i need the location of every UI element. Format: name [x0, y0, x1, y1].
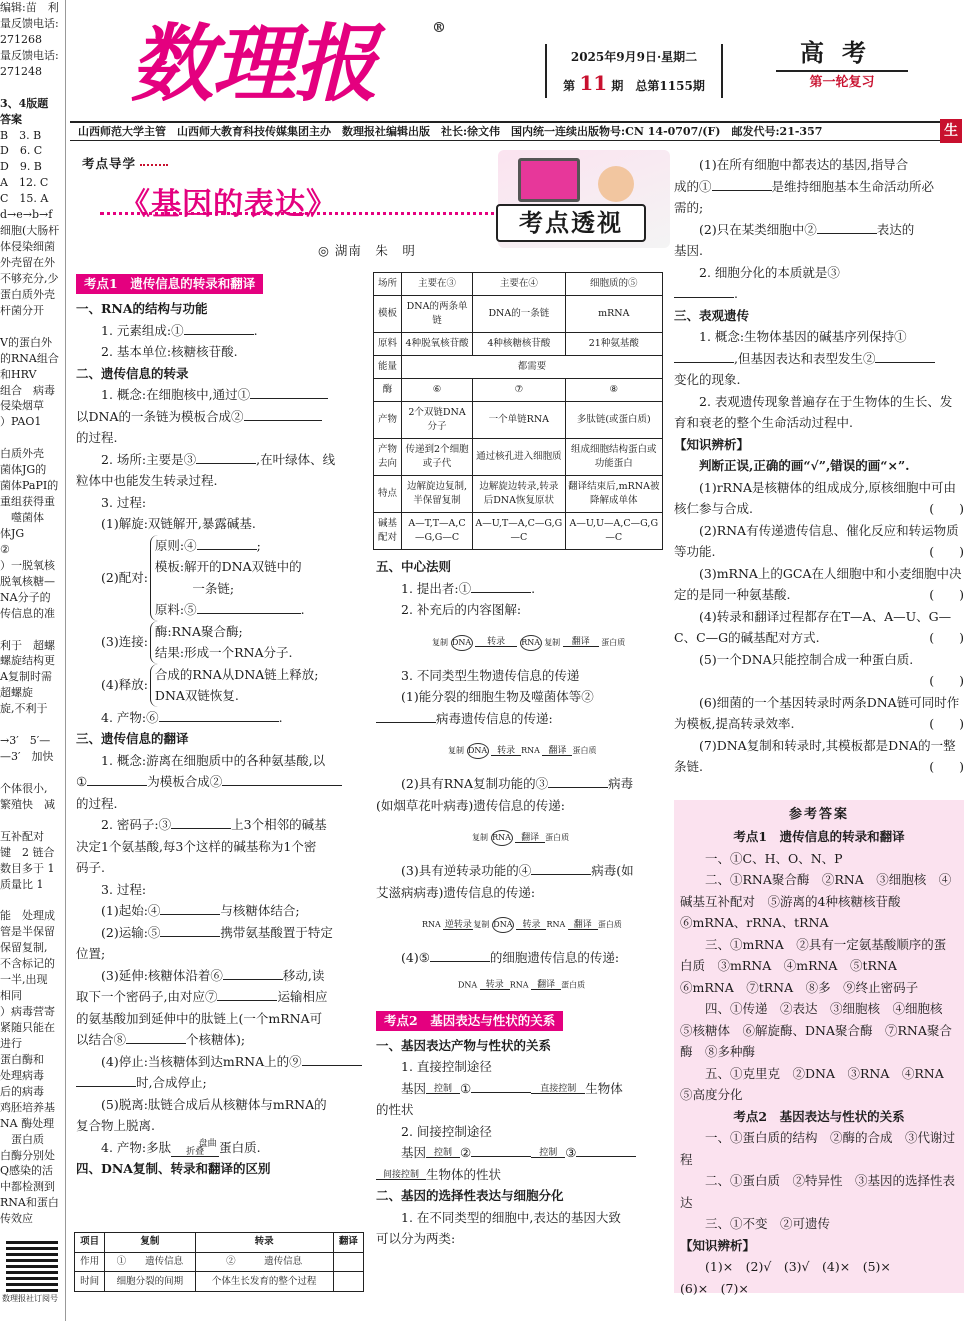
column-header: 复制 [105, 1233, 195, 1253]
flow-diagram-1: 复制 DNA 转录 RNA 翻译 蛋白质 [376, 729, 664, 773]
answer-box: 参考答案 考点1 遗传信息的转录和翻译 一、①C、H、O、N、P 二、①RNA聚合酶 ②RNA ③细胞核 ④碱基互补配对 ⑤游离的4种核糖核苷酸 ⑥mRNA、rRNA、tRNA 三、①mRNA ②具有一定氨基酸顺序的蛋白质 ③mRNA ④mRNA ⑤tRNA ⑥mRNA ⑦tRNA ⑧多 ⑨终止密码子 四、①传递 ②表达 ③细胞核 ④细胞核 ⑤核糖体 ⑥解旋酶、DNA聚合酶 ⑦RNA聚合酶 ⑧多种酶 五、①克里克 ②DNA ③RNA ④RNA ⑤高度分化 考点2 基因表达与性状的关系 一、①蛋白质的结构 ②酶的合成 ③代谢过程 二、①蛋白质 ②特异性 ③基因的选择性表达 三、①不变 ②可遗传 【知识辨析】 (1)× (2)√ (3)√ (4)× (5)× (6)× (7)× [674, 800, 964, 1293]
table-cell: 个体生长发育的整个过程 [195, 1272, 333, 1292]
table-row [374, 439, 663, 476]
strip-line: 和HRV [0, 367, 37, 381]
table-cell: 4种核糖核苷酸 [473, 333, 565, 356]
table-row [374, 356, 663, 379]
flow-diagram-3: RNA 逆转录 复制 DNA 转录 RNA 翻译 蛋白质 [376, 903, 664, 947]
strip-line: 保留复制, [0, 941, 48, 955]
table-cell: mRNA [565, 296, 662, 333]
release-brace: (4)释放: 合成的RNA从DNA链上释放; DNA双链恢复. [101, 664, 364, 707]
strip-line: NA 酶处理 [0, 1116, 55, 1130]
heading: 二、遗传信息的转录 [76, 365, 189, 381]
strip-line: 蛋白质外壳 [0, 287, 55, 301]
strip-line: 处理病毒 [0, 1068, 44, 1082]
row-header-cell: 碱基配对 [374, 513, 402, 550]
table-cell: A—U,T—A,C—G,G—C [473, 513, 565, 550]
row-header-cell: 场所 [374, 273, 402, 296]
strip-line: 脱氧核糖— [0, 574, 55, 588]
edition-box [776, 38, 908, 94]
left-column-strip [0, 0, 66, 1321]
table-row [75, 1272, 364, 1292]
strip-line: 能 处理成 [0, 909, 55, 923]
table-cell: ⑦ [473, 379, 565, 402]
table-cell: 边解旋边转录,转录后DNA恢复原状 [473, 476, 565, 513]
strip-line [0, 430, 65, 446]
table-row [374, 273, 663, 296]
issue-line: 第 11 期 总第1155期 [563, 71, 705, 95]
row-header-cell: 模板 [374, 296, 402, 333]
grade-label: 高考 [776, 38, 908, 72]
column-1: 考点1 遗传信息的转录和翻译 一、RNA的结构与功能 1. 元素组成:① . 2. 基本单位:核糖核苷酸. 二、遗传信息的转录 1. 概念:在细胞核中,通过① 以DNA的一条链为模板合成② 的过程. 2. 场所:主要是③ ,在叶绿体、线 粒体中也能发生转录过程. 3. 过程: (1)解旋:双链解开,暴露碱基. (2)配对: 原则:④ ; 模板:解开的DNA双链中的 一条链; 原料:⑤ . (3)连接: 酶:RNA聚合酶; 结果:形成一个RNA分子. (4)释放: 合成的RNA从DNA链上释放; DNA双链恢复. 4. 产物:⑥ . 三、遗传信息的翻译 1. 概念:游离在细胞质中的各种氨基酸,以 ① 为模板合成② 的过程. 2. 密码子:③ 上3个相邻的碱基 决定1个氨基酸,每3个这样的碱基称为1个密 码子. 3. 过程: (1)起始:④ 与核糖体结合; (2)运输:⑤ 携带氨基酸置于特定 位置; (3)延伸:核糖体沿着⑥ 移动,读 取下一个密码子,由对应⑦ 运输相应 的氨基酸加到延伸中的肽链上(一个mRNA可 以结合⑧ 个核糖体); (4)停止:当核糖体到达mRNA上的⑨ 时,合成停止; (5)脱离:肽链合成后从核糖体与mRNA的 复合物上脱离. 4. 产物:多肽 盘曲折叠 蛋白质. 四、DNA复制、转录和翻译的区别 [76, 272, 364, 1180]
strip-line: 菌体JG的 [0, 463, 47, 477]
strip-line: 噬菌体 [0, 511, 44, 524]
table-cell: 2个双链DNA分子 [402, 402, 473, 439]
row-header-cell: 酶 [374, 379, 402, 402]
row-header-cell: 能量 [374, 356, 402, 379]
strip-line: 个体很小, [0, 781, 48, 795]
qr-code[interactable] [6, 1240, 58, 1292]
section-badge-2: 考点2 基因表达与性状的关系 [376, 1011, 563, 1031]
strip-line: 白酶分别处 [0, 1148, 55, 1162]
table-cell: 通过核孔进入细胞质 [473, 439, 565, 476]
row-header-cell: 原料 [374, 333, 402, 356]
strip-line: 体侵染细菌 [0, 240, 55, 254]
table-cell: 边解旋边复制,半保留复制 [402, 476, 473, 513]
strip-line: 进行 [0, 1036, 22, 1050]
table-row [374, 296, 663, 333]
table-cell: 时间 [75, 1272, 105, 1292]
strip-line: 鸡胚培养基 [0, 1100, 55, 1114]
table-cell: ⑥ [402, 379, 473, 402]
strip-line: C 15. A [0, 192, 49, 206]
strip-line: 量反馈电话: [0, 48, 59, 62]
strip-line: 编辑:苗 利 [0, 1, 59, 14]
column-header: 转录 [195, 1233, 333, 1253]
qr-label: 数理报社订阅号 [2, 1294, 58, 1303]
computer-icon [518, 158, 580, 202]
heading: 一、RNA的结构与功能 [76, 301, 208, 316]
strip-line: 271248 [0, 64, 42, 78]
strip-line [0, 765, 65, 781]
connect-brace: (3)连接: 酶:RNA聚合酶; 结果:形成一个RNA分子. [101, 621, 364, 664]
strip-line: d→e→b→f [0, 208, 53, 222]
strip-line: —3′ 加快 [0, 750, 54, 764]
column-header: 翻译 [333, 1233, 363, 1253]
table-cell: 传递到2个细胞或子代 [402, 439, 473, 476]
strip-line: 侵染烟草 [0, 399, 44, 413]
newspaper-logo: 数理报 ® [130, 14, 440, 114]
strip-line: 互补配对 [0, 829, 44, 843]
date-issue-box [545, 44, 723, 98]
table-row [374, 402, 663, 439]
strip-line: 紧随只能在 [0, 1021, 55, 1034]
guide-label: 考点导学 [82, 154, 168, 175]
strip-line [0, 893, 65, 909]
strip-line: 相同 [0, 989, 22, 1003]
compare-table-bottom [74, 1232, 364, 1292]
strip-line [0, 80, 65, 96]
table-cell: 作用 [75, 1252, 105, 1272]
answer-title: 参考答案 [788, 807, 849, 822]
strip-text [0, 0, 65, 1227]
table-cell [333, 1272, 363, 1292]
table-cell: 21种氨基酸 [565, 333, 662, 356]
strip-line: ）病毒营寄 [0, 1005, 55, 1019]
table-row [374, 513, 663, 550]
table-cell: 主要在③ [402, 273, 473, 296]
table-cell: A—U,U—A,C—G,G—C [565, 513, 662, 550]
edition-label: 第一轮复习 [809, 75, 875, 90]
compare-table-top [373, 272, 663, 550]
strip-line: 组合 病毒 [0, 383, 55, 397]
strip-line: 管是半保留 [0, 925, 55, 939]
column-header: 项目 [75, 1233, 105, 1253]
strip-line: 不够充分,少 [0, 271, 59, 285]
table-cell: ⑧ [565, 379, 662, 402]
strip-line [0, 717, 65, 733]
strip-line: ② [0, 542, 10, 556]
strip-line: 重组获得重 [0, 495, 55, 509]
strip-line: 答案 [0, 112, 22, 126]
table-cell: 细胞分裂的间期 [105, 1272, 195, 1292]
strip-line: 量反馈电话: [0, 16, 59, 30]
column-2: 五、中心法则 1. 提出者:① . 2. 补充后的内容图解: 复制 DNA 转录 RNA 复制 翻译 蛋白质 3. 不同类型生物遗传信息的传递 (1)能分裂的细胞生物及噬菌体等② 病毒遗传信息的传递: 复制 DNA 转录 RNA 翻译 蛋白质 (2)具有RNA复制功能的③ 病毒 (如烟草花叶病毒)遗传信息的传递: 复制 RNA 翻译 蛋白质 (3)具有逆转录功能的④ 病毒(如 艾滋病病毒)遗传信息的传递: RNA 逆转录 复制 DNA 转录 RNA 翻译 蛋白质 (4)⑤ 的细胞遗传信息的传递: DNA 转录 RNA 翻译 蛋白质 考点2 基因表达与性状的关系 一、基因表达产物与性状的关系 1. 直接控制途径 基因 控制 ① 直接控制 生物体 的性状 2. 间接控制途径 基因 控制 ② 控制 ③ 间接控制 生物体的性状 二、基因的选择性表达与细胞分化 1. 在不同类型的细胞中,表达的基因大致 可以分为两类: [376, 556, 664, 1250]
strip-line: 一半,出现 [0, 973, 48, 987]
table-row [374, 333, 663, 356]
strip-line: 传信息的准 [0, 606, 55, 620]
strip-line: 旋,不利于 [0, 702, 48, 716]
table-row [374, 379, 663, 402]
strip-line: 传效应 [0, 1212, 33, 1226]
strip-line: 不含标记的 [0, 957, 55, 971]
strip-line: NA分子的 [0, 590, 51, 604]
table-cell: 都需要 [402, 356, 663, 379]
heading: 三、遗传信息的翻译 [76, 731, 189, 746]
strip-line: ）一脱氧核 [0, 558, 55, 572]
heading: 一、基因表达产物与性状的关系 [376, 1037, 552, 1053]
publish-date: 2025年9月9日·星期二 [570, 50, 698, 64]
strip-line: 质量比 1 [0, 877, 44, 891]
central-dogma-diagram: 复制 DNA 转录 RNA 复制 翻译 蛋白质 [376, 621, 664, 665]
table-cell: ② 遗传信息 [195, 1252, 333, 1272]
table-cell: A—T,T—A,C—G,G—C [402, 513, 473, 550]
heading: 五、中心法则 [376, 559, 452, 574]
strip-line: 键 2 链合 [0, 845, 55, 859]
strip-line [0, 622, 65, 638]
table-cell: 4种脱氧核苷酸 [402, 333, 473, 356]
strip-line: 的RNA组合 [0, 351, 59, 365]
table-cell: DNA的两条单链 [402, 296, 473, 333]
heading: 【知识辨析】 [674, 436, 750, 452]
strip-line: A复制时需 [0, 670, 52, 684]
strip-line: 利于 超螺 [0, 638, 55, 652]
table-row [75, 1252, 364, 1272]
strip-line: RNA和蛋白 [0, 1196, 59, 1210]
table-cell [333, 1252, 363, 1272]
strip-line: 蛋白质 [0, 1132, 44, 1146]
column-3: (1)在所有细胞中都表达的基因,指导合 成的① 是维持细胞基本生命活动所必 需的; (2)只在某类细胞中② 表达的 基因. 2. 细胞分化的本质就是③ . 三、表观遗传 1. 概念:生物体基因的碱基序列保持① ,但基因表达和表型发生② 变化的现象. 2. 表观遗传现象普遍存在于生物体的生长、发育和衰老的整个生命活动过程中. 【知识辨析】 判断正误,正确的画“√”,错误的画“×”. (1)rRNA是核糖体的组成成分,原核细胞中可由核仁参与合成. ( ) (2)RNA有传递遗传信息、催化反应和转运物质等功能. ( ) (3)mRNA上的GCA在人细胞中和小麦细胞中决定的是同一种氨基酸. ( ) (4)转录和翻译过程都存在T—A、A—U、G—C、C—G的碱基配对方式. ( ) (5)一个DNA只能控制合成一种蛋白质. ( ) (6)细菌的一个基因转录时两条DNA链可同时作为模板,提高转录效率. ( ) (7)DNA复制和转录时,其模板都是DNA的一整条链. ( ) [674, 157, 964, 774]
table-row [374, 476, 663, 513]
strip-line: D 6. C [0, 144, 43, 158]
table-cell: 多肽链(或蛋白质) [565, 402, 662, 439]
strip-line: 繁殖快 减 [0, 797, 55, 811]
table-cell: 细胞质的⑤ [565, 273, 662, 296]
strip-line [0, 319, 65, 335]
article-title: 《基因的表达》 [120, 187, 337, 222]
pairing-brace: (2)配对: 原则:④ ; 模板:解开的DNA双链中的 一条链; 原料:⑤ . [101, 535, 364, 621]
strip-line: 菌体PaPI的 [0, 479, 59, 493]
row-header-cell: 产物 [374, 402, 402, 439]
table-cell: 翻译结束后,mRNA被降解成单体 [565, 476, 662, 513]
strip-line: 细胞(大肠杆 [0, 224, 60, 238]
flow-diagram-2: 复制 RNA 翻译 蛋白质 [376, 816, 664, 860]
subject-tag: 生 [940, 119, 962, 143]
table-header-row [75, 1233, 364, 1253]
table-cell: ① 遗传信息 [105, 1252, 195, 1272]
strip-line: A 12. C [0, 176, 49, 190]
table-cell: 组成细胞结构蛋白或功能蛋白 [565, 439, 662, 476]
table-cell: 主要在④ [473, 273, 565, 296]
strip-line: V的蛋白外 [0, 335, 52, 349]
strip-line: 3、4版题 [0, 96, 49, 110]
strip-line: 螺旋结构更 [0, 654, 55, 668]
table-cell: 一个单链RNA [473, 402, 565, 439]
strip-line: 杆菌分开 [0, 303, 44, 317]
strip-line: D 9. B [0, 160, 42, 174]
heading: 二、基因的选择性表达与细胞分化 [376, 1188, 564, 1203]
strip-line: 白质外壳 [0, 447, 44, 461]
strip-line [0, 813, 65, 829]
registered-mark: ® [432, 20, 444, 36]
publisher-bar: 山西师范大学主管 山西师大教育科技传媒集团主办 数理报社编辑出版 社长:徐文伟 国内统一连续出版物号:CN 14-0707/(F) 邮发代号:21-357 [70, 121, 940, 141]
strip-line: B 3. B [0, 128, 42, 142]
strip-line: 中都检测到 [0, 1180, 55, 1194]
heading: 四、DNA复制、转录和翻译的区别 [76, 1161, 271, 1176]
banner-label: 考点透视 [496, 204, 646, 242]
strip-line: 蛋白酶和 [0, 1052, 44, 1066]
strip-line: →3′ 5′— [0, 734, 51, 748]
row-header-cell: 特点 [374, 476, 402, 513]
fold-arrow: 盘曲折叠 [171, 1140, 219, 1157]
strip-line: ）PAO1 [0, 415, 42, 429]
table-cell: DNA的一条链 [473, 296, 565, 333]
flow-diagram-4: DNA 转录 RNA 翻译 蛋白质 [458, 979, 586, 990]
strip-line: 外壳留在外 [0, 256, 55, 269]
strip-line: Q感染的活 [0, 1164, 54, 1178]
section-badge-1: 考点1 遗传信息的转录和翻译 [76, 274, 263, 294]
strip-line: 271268 [0, 32, 42, 46]
person-icon [598, 166, 634, 202]
heading: 三、表观遗传 [674, 307, 750, 323]
strip-line: 超螺旋 [0, 686, 33, 700]
strip-line: 体JG [0, 526, 25, 540]
strip-line: 数目多于 1 [0, 861, 55, 875]
author-line: ◎ 湖南 朱 明 [318, 243, 416, 258]
row-header-cell: 产物去向 [374, 439, 402, 476]
strip-line: 后的病毒 [0, 1084, 44, 1098]
